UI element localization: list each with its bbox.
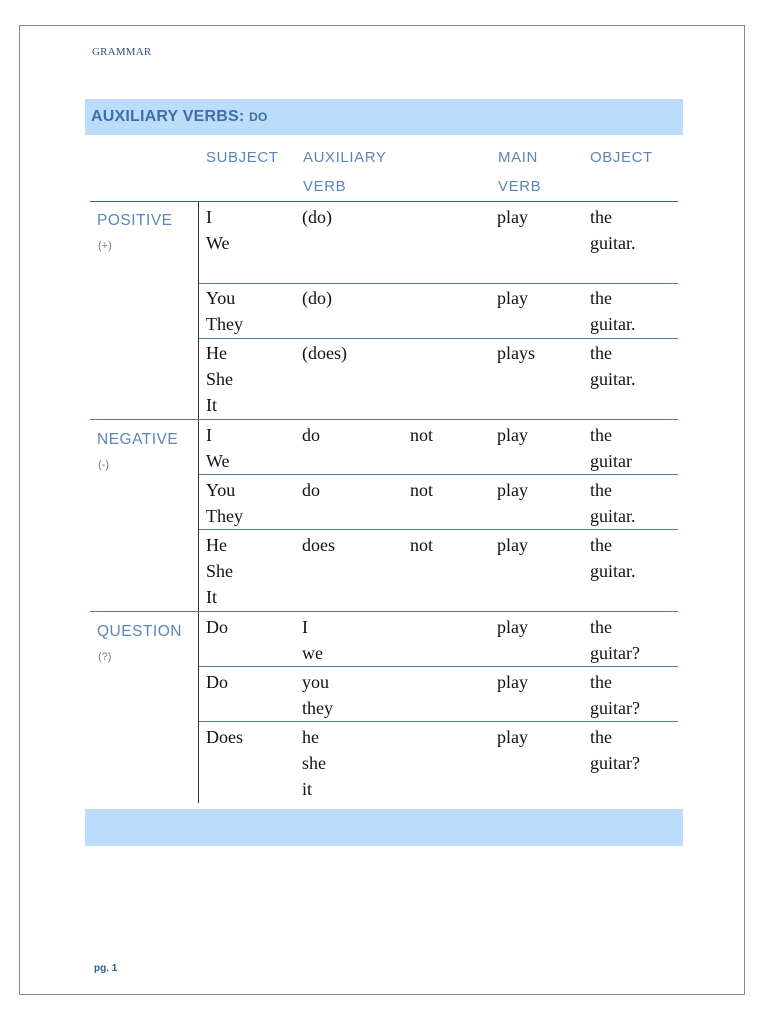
row-9-auxiliary: he she it <box>302 727 326 799</box>
section-rule <box>90 419 678 420</box>
col-main-header-line1: MAIN <box>498 149 538 166</box>
row-2-subject: You They <box>206 288 243 334</box>
row-rule <box>199 474 678 475</box>
row-1-subject: I We <box>206 207 230 253</box>
row-rule <box>199 721 678 722</box>
row-4-negation: not <box>410 425 434 445</box>
row-6-main-verb: play <box>497 535 528 555</box>
row-3-main-verb: plays <box>497 343 535 363</box>
row-4-auxiliary: do <box>302 425 320 445</box>
row-8-main-verb: play <box>497 672 528 692</box>
row-7-object: the guitar? <box>590 617 640 663</box>
row-5-auxiliary: do <box>302 480 320 500</box>
section-negative-sub: (-) <box>98 459 109 471</box>
row-7-main-verb: play <box>497 617 528 637</box>
col-auxiliary-header-line1: AUXILIARY <box>303 149 387 166</box>
page-title <box>91 108 268 126</box>
title-bar <box>85 99 683 135</box>
row-7-auxiliary: I we <box>302 617 323 663</box>
row-4-main-verb: play <box>497 425 528 445</box>
row-rule <box>199 283 678 284</box>
column-divider <box>198 202 199 419</box>
row-rule <box>199 529 678 530</box>
row-9-subject: Does <box>206 727 243 747</box>
col-main-header-line2: VERB <box>498 178 542 195</box>
title-small: DO <box>249 110 268 124</box>
title-main: AUXILIARY VERBS: <box>91 108 250 125</box>
col-subject-header: SUBJECT <box>206 149 279 166</box>
col-object-header: OBJECT <box>590 149 653 166</box>
row-9-main-verb: play <box>497 727 528 747</box>
section-question-sub: (?) <box>98 651 112 663</box>
col-auxiliary-header-line2: VERB <box>303 178 347 195</box>
row-3-subject: He She It <box>206 343 233 415</box>
row-6-negation: not <box>410 535 434 555</box>
row-8-subject: Do <box>206 672 228 692</box>
row-1-auxiliary: (do) <box>302 207 332 227</box>
row-rule <box>199 338 678 339</box>
header-rule <box>90 201 678 202</box>
row-5-subject: You They <box>206 480 243 526</box>
row-2-object: the guitar. <box>590 288 636 334</box>
page-number: pg. 1 <box>94 963 118 974</box>
row-5-main-verb: play <box>497 480 528 500</box>
row-4-subject: I We <box>206 425 230 471</box>
footer-bar <box>85 809 683 846</box>
document-page <box>19 25 745 995</box>
row-6-subject: He She It <box>206 535 233 607</box>
row-3-object: the guitar. <box>590 343 636 389</box>
row-6-auxiliary: does <box>302 535 335 555</box>
row-2-main-verb: play <box>497 288 528 308</box>
section-negative-label: NEGATIVE <box>97 431 179 448</box>
row-2-auxiliary: (do) <box>302 288 332 308</box>
row-5-negation: not <box>410 480 434 500</box>
row-9-object: the guitar? <box>590 727 640 773</box>
row-8-object: the guitar? <box>590 672 640 718</box>
section-rule <box>90 611 678 612</box>
section-positive-label: POSITIVE <box>97 212 173 229</box>
row-1-main-verb: play <box>497 207 528 227</box>
row-3-auxiliary: (does) <box>302 343 347 363</box>
column-divider <box>198 612 199 803</box>
section-question-label: QUESTION <box>97 623 182 640</box>
row-7-subject: Do <box>206 617 228 637</box>
row-4-object: the guitar <box>590 425 632 471</box>
row-5-object: the guitar. <box>590 480 636 526</box>
header-label: GRAMMAR <box>92 46 152 58</box>
row-rule <box>199 666 678 667</box>
section-positive-sub: (+) <box>98 240 112 252</box>
row-6-object: the guitar. <box>590 535 636 581</box>
row-8-auxiliary: you they <box>302 672 333 718</box>
row-1-object: the guitar. <box>590 207 636 253</box>
column-divider <box>198 420 199 611</box>
